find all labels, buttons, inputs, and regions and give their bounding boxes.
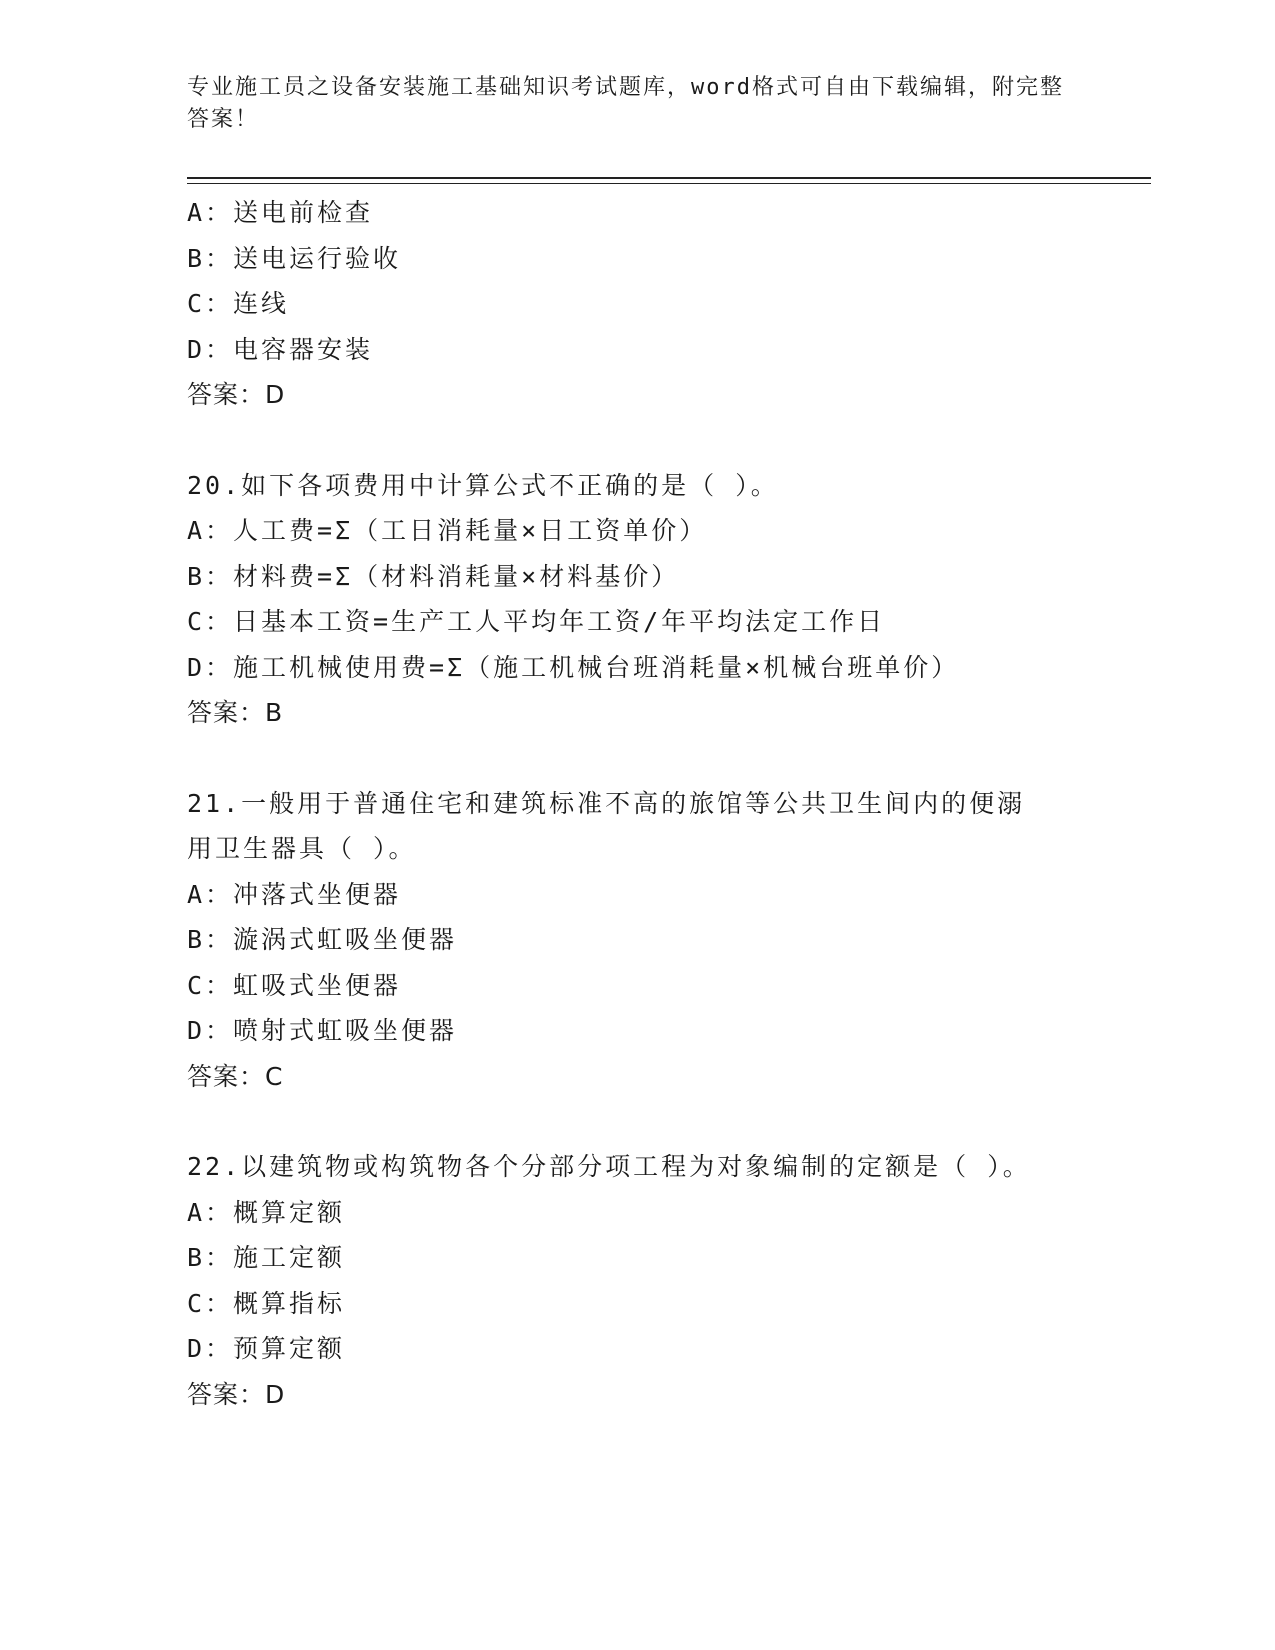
option-b: B：施工定额	[187, 1243, 346, 1272]
answer-line: 答案：B	[187, 698, 284, 727]
option-a: A：冲落式坐便器	[187, 879, 402, 909]
option-d: D：喷射式虹吸坐便器	[187, 1016, 458, 1045]
question-block-19	[187, 190, 1087, 418]
option-d: D：预算定额	[187, 1334, 346, 1363]
option-c: C：连线	[187, 289, 290, 318]
option-b: B：材料费=Σ（材料消耗量×材料基价）	[187, 561, 680, 591]
question-block-21	[187, 781, 1087, 1100]
spacer	[187, 736, 1087, 781]
option-c: C：日基本工资=生产工人平均年工资/年平均法定工作日	[187, 607, 886, 636]
spacer	[187, 418, 1087, 463]
option-d: D：电容器安装	[187, 334, 374, 364]
answer-line: 答案：C	[187, 1061, 284, 1091]
option-c: C：概算指标	[187, 1288, 346, 1318]
answer-line: 答案：D	[187, 380, 286, 409]
header-rule-thin	[187, 183, 1151, 184]
option-a: A：送电前检查	[187, 198, 374, 227]
question-block-22	[187, 1144, 1087, 1417]
option-a: A：概算定额	[187, 1197, 346, 1227]
option-b: B：漩涡式虹吸坐便器	[187, 925, 458, 954]
answer-line: 答案：D	[187, 1379, 286, 1409]
option-b: B：送电运行验收	[187, 243, 402, 273]
question-stem: 20.如下各项费用中计算公式不正确的是（ ）。	[187, 470, 779, 500]
question-stem: 21.一般用于普通住宅和建筑标准不高的旅馆等公共卫生间内的便溺用卫生器具（ ）。	[187, 788, 1026, 863]
document-header: 专业施工员之设备安装施工基础知识考试题库，word格式可自由下载编辑，附完整答案！	[187, 75, 1064, 132]
option-c: C：虹吸式坐便器	[187, 970, 402, 1000]
question-list	[187, 190, 1087, 1417]
spacer	[187, 1099, 1087, 1144]
question-block-20	[187, 463, 1087, 736]
option-d: D：施工机械使用费=Σ（施工机械台班消耗量×机械台班单价）	[187, 652, 960, 682]
question-stem: 22.以建筑物或构筑物各个分部分项工程为对象编制的定额是（ ）。	[187, 1152, 1031, 1181]
option-a: A：人工费=Σ（工日消耗量×日工资单价）	[187, 516, 708, 545]
header-rule-thick	[187, 177, 1151, 179]
